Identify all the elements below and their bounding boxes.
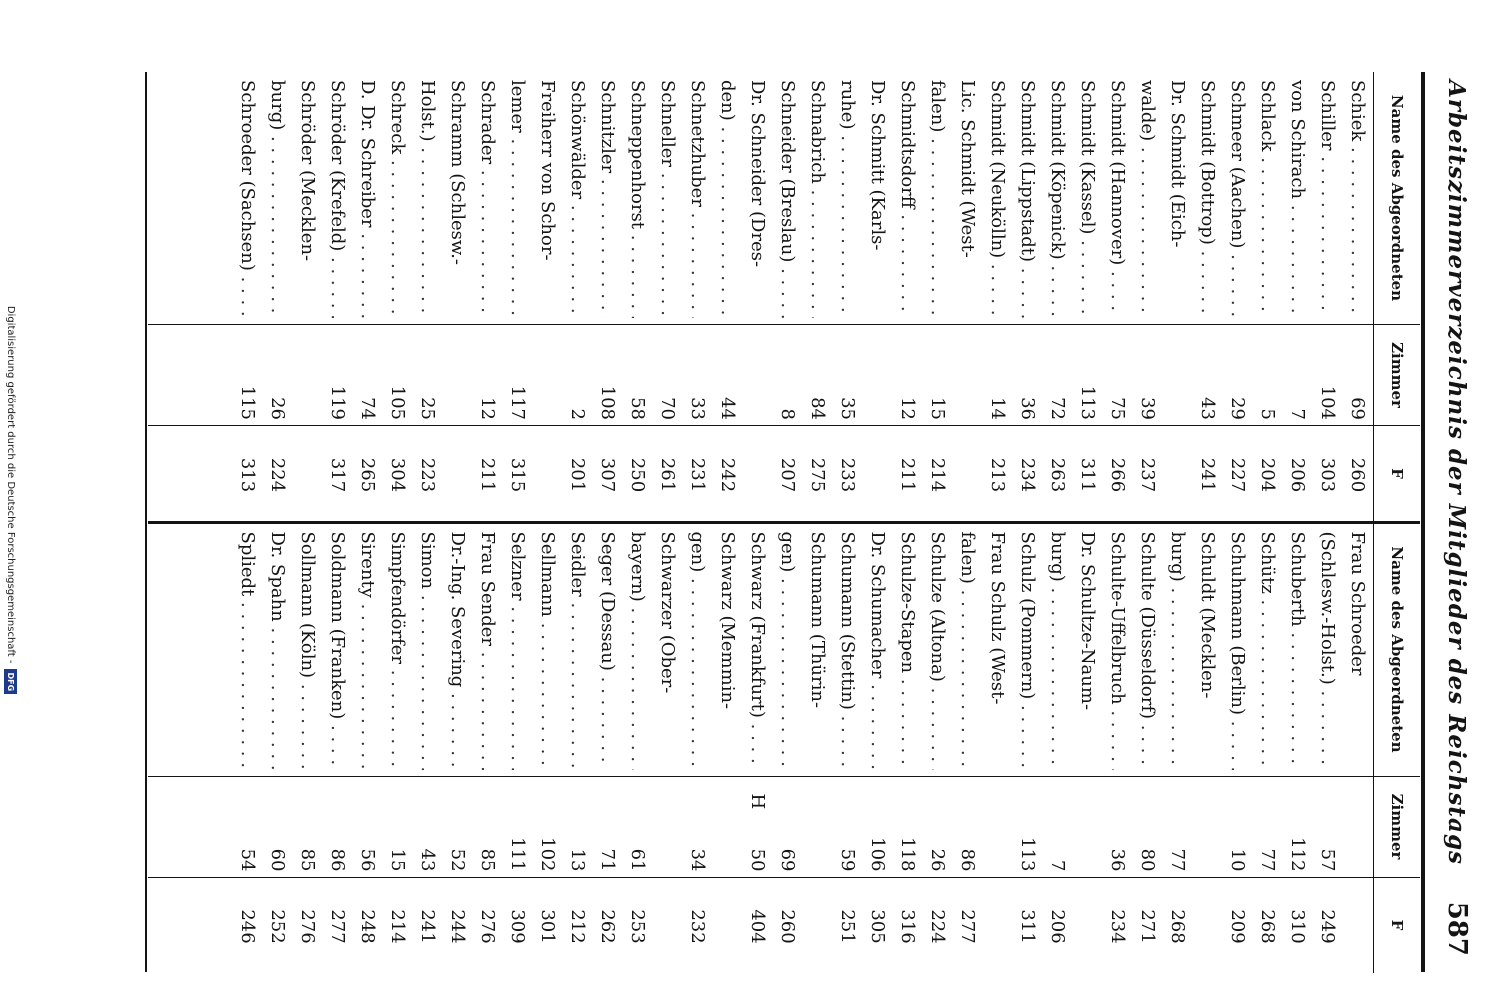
room-number: 29 bbox=[1227, 397, 1248, 420]
top-rule bbox=[1421, 72, 1425, 972]
phone-number: 223 bbox=[417, 457, 438, 493]
table-row bbox=[742, 72, 772, 521]
table-row bbox=[262, 72, 292, 521]
table-row bbox=[532, 72, 562, 521]
phone-number: 305 bbox=[867, 909, 888, 944]
phone-number: 249 bbox=[1317, 909, 1338, 944]
room-number: 113 bbox=[1077, 385, 1098, 420]
left-column-block bbox=[148, 72, 1420, 521]
table-row bbox=[292, 72, 322, 521]
room-number: 5 bbox=[1257, 408, 1278, 420]
member-name: ruhe) . . . bbox=[832, 80, 862, 318]
member-name: Schuhmann (Berlin) . . . bbox=[1222, 532, 1252, 770]
member-name: Schumann (Thürin- bbox=[807, 531, 828, 709]
table-row bbox=[742, 524, 772, 973]
table-row bbox=[622, 72, 652, 521]
member-name: burg) . . . bbox=[1042, 532, 1072, 770]
member-name: Schulte (Düsseldorf) . . . bbox=[1132, 532, 1162, 770]
table-row bbox=[502, 524, 532, 973]
member-name: Sollmann (Köln) . . . bbox=[292, 532, 322, 770]
member-name: Schrader . . . bbox=[472, 80, 502, 318]
member-name: Schmeer (Aachen) . . . bbox=[1222, 80, 1252, 318]
phone-number: 275 bbox=[807, 457, 828, 493]
member-name: walde) . . . bbox=[1132, 80, 1162, 318]
room-number: 106 bbox=[867, 837, 888, 872]
table-row bbox=[652, 72, 682, 521]
member-name: Schröder (Mecklen- bbox=[297, 80, 318, 262]
phone-number: 276 bbox=[477, 909, 498, 944]
member-name: Schmidt (Köpenick) . . . bbox=[1042, 80, 1072, 318]
member-name: Schiller . . . bbox=[1312, 80, 1342, 318]
phone-number: 250 bbox=[627, 457, 648, 493]
room-number: 115 bbox=[237, 385, 258, 420]
table-row bbox=[922, 524, 952, 973]
table-row bbox=[1012, 72, 1042, 521]
room-number: 59 bbox=[837, 848, 858, 872]
member-name: Schütz . . . bbox=[1252, 532, 1282, 770]
phone-number: 311 bbox=[1017, 909, 1038, 944]
room-number: 36 bbox=[1107, 848, 1128, 872]
member-name: D. Dr. Schreiber . . . bbox=[352, 80, 382, 318]
room-number: 111 bbox=[507, 837, 528, 872]
table-row bbox=[712, 72, 742, 521]
member-name: Sellmann . . . bbox=[532, 532, 562, 770]
phone-number: 316 bbox=[897, 909, 918, 944]
member-name: burg) . . . bbox=[1162, 532, 1192, 770]
table-row bbox=[1312, 524, 1342, 973]
table-row bbox=[1342, 524, 1372, 973]
digitization-text: Digitalisierung gefördert durch die Deutsche Forschungsgemeinschaft - bbox=[5, 305, 17, 664]
member-name: Frau Sender . . . bbox=[472, 532, 502, 770]
table-row bbox=[322, 524, 352, 973]
member-name: Schuldt (Mecklen- bbox=[1197, 531, 1218, 699]
name-column-header: Name des Abgeordneten bbox=[1388, 94, 1406, 302]
phone-number: 224 bbox=[927, 909, 948, 944]
member-name: Holst.) . . . bbox=[412, 80, 442, 318]
member-name: Schnabrich . . . bbox=[802, 80, 832, 318]
phone-number: 307 bbox=[597, 457, 618, 493]
table-row bbox=[922, 72, 952, 521]
directory-table bbox=[148, 72, 1420, 972]
phone-number: 263 bbox=[1047, 457, 1068, 493]
table-row bbox=[982, 524, 1012, 973]
table-row bbox=[682, 524, 712, 973]
phone-number: 224 bbox=[267, 457, 288, 493]
phone-number: 241 bbox=[1197, 457, 1218, 493]
member-name: falen) . . . bbox=[922, 80, 952, 318]
table-row bbox=[232, 72, 262, 521]
member-name: Schönwälder . . . bbox=[562, 80, 592, 318]
member-name: Freiherr von Schor- bbox=[537, 80, 558, 261]
member-name: Schmidt (Bottrop) . . . bbox=[1192, 80, 1222, 318]
table-row bbox=[712, 524, 742, 973]
table-row bbox=[862, 72, 892, 521]
table-row bbox=[652, 524, 682, 973]
phone-number: 276 bbox=[297, 909, 318, 944]
table-row bbox=[1162, 524, 1192, 973]
table-row bbox=[1222, 524, 1252, 973]
table-row bbox=[1132, 72, 1162, 521]
room-number: 102 bbox=[537, 837, 558, 872]
member-name: Schulze (Altona) . . . bbox=[922, 532, 952, 770]
phone-number: 241 bbox=[417, 909, 438, 944]
table-row bbox=[292, 524, 322, 973]
phone-number: 271 bbox=[1137, 909, 1158, 944]
room-number: 86 bbox=[957, 848, 978, 872]
table-row bbox=[862, 524, 892, 973]
room-number: 13 bbox=[567, 848, 588, 872]
room-number: 7 bbox=[1287, 408, 1308, 420]
room-number: 117 bbox=[507, 385, 528, 420]
table-row bbox=[532, 524, 562, 973]
member-name: Schulze-Stapen . . . bbox=[892, 532, 922, 770]
room-number: 2 bbox=[567, 408, 588, 420]
member-name: Lic. Schmidt (West- bbox=[957, 80, 978, 258]
member-name: Seidler . . . bbox=[562, 532, 592, 770]
phone-number: 201 bbox=[567, 457, 588, 493]
phone-number: 227 bbox=[1227, 457, 1248, 493]
phone-number: 206 bbox=[1047, 909, 1068, 944]
table-row bbox=[1282, 524, 1312, 973]
table-row bbox=[322, 72, 352, 521]
phone-number: 234 bbox=[1017, 457, 1038, 493]
table-row bbox=[772, 524, 802, 973]
table-row bbox=[592, 72, 622, 521]
note-mark: H bbox=[747, 793, 768, 810]
f-column-header: F bbox=[1388, 468, 1406, 479]
room-number: 10 bbox=[1227, 848, 1248, 872]
dfg-logo: DFG bbox=[5, 669, 18, 694]
phone-number: 265 bbox=[357, 457, 378, 493]
table-row bbox=[832, 72, 862, 521]
room-number: 108 bbox=[597, 385, 618, 420]
table-row bbox=[1012, 524, 1042, 973]
table-row bbox=[952, 72, 982, 521]
phone-number: 252 bbox=[267, 909, 288, 944]
member-name: Schiek . . . bbox=[1342, 80, 1372, 318]
table-row bbox=[1312, 72, 1342, 521]
member-name: Frau Schulz (West- bbox=[987, 531, 1008, 705]
table-row bbox=[1072, 524, 1102, 973]
room-number: 33 bbox=[687, 397, 708, 420]
room-number: 77 bbox=[1167, 848, 1188, 872]
f-column-header: F bbox=[1388, 919, 1406, 931]
phone-number: 304 bbox=[387, 457, 408, 493]
member-name: Schramm (Schlesw.- bbox=[447, 80, 468, 265]
table-row bbox=[952, 524, 982, 973]
phone-number: 268 bbox=[1167, 909, 1188, 944]
member-name: Schumann (Stettin) . . . bbox=[832, 532, 862, 770]
phone-number: 232 bbox=[687, 909, 708, 944]
member-name: Schröder (Krefeld) . . . bbox=[322, 80, 352, 318]
member-name: von Schirach . . . bbox=[1282, 80, 1312, 318]
room-number: 105 bbox=[387, 385, 408, 420]
member-name: Schlack . . . bbox=[1252, 80, 1282, 318]
table-row bbox=[382, 72, 412, 521]
table-row bbox=[1282, 72, 1312, 521]
table-row bbox=[472, 72, 502, 521]
phone-number: 268 bbox=[1257, 909, 1278, 944]
member-name: Schnetzhuber . . . bbox=[682, 80, 712, 318]
page-title: Arbeitszimmerverzeichnis der Mitglieder des Reichstags bbox=[1443, 80, 1471, 865]
room-number: 36 bbox=[1017, 397, 1038, 420]
phone-number: 301 bbox=[537, 909, 558, 944]
room-number: 12 bbox=[477, 397, 498, 420]
member-name: Schnitzler . . . bbox=[592, 80, 622, 318]
room-number: 25 bbox=[417, 397, 438, 420]
room-number: 75 bbox=[1107, 397, 1128, 420]
room-number: 69 bbox=[1347, 397, 1368, 420]
room-number: 72 bbox=[1047, 397, 1068, 420]
member-name: Sirenty . . . bbox=[352, 532, 382, 770]
phone-number: 209 bbox=[1227, 909, 1248, 944]
room-number: 57 bbox=[1317, 848, 1338, 872]
room-number: 58 bbox=[627, 397, 648, 420]
phone-number: 214 bbox=[927, 457, 948, 493]
room-number: 77 bbox=[1257, 848, 1278, 872]
room-number: 80 bbox=[1137, 848, 1158, 872]
table-row bbox=[1042, 524, 1072, 973]
room-number: 56 bbox=[357, 848, 378, 872]
member-name: (Schlesw.-Holst.) . . . bbox=[1312, 532, 1342, 770]
phone-number: 214 bbox=[387, 909, 408, 944]
room-number: 26 bbox=[927, 848, 948, 872]
room-number: 60 bbox=[267, 848, 288, 872]
phone-number: 315 bbox=[507, 457, 528, 493]
member-name: Dr.-Ing. Severing . . . bbox=[442, 532, 472, 770]
member-name: falen) . . . bbox=[952, 532, 982, 770]
member-name: Schwarzer (Ober- bbox=[657, 531, 678, 694]
table-row bbox=[352, 524, 382, 973]
table-row bbox=[352, 72, 382, 521]
member-name: Simpfendörfer . . . bbox=[382, 532, 412, 770]
member-name: burg) . . . bbox=[262, 80, 292, 318]
member-name: gen) . . . bbox=[772, 532, 802, 770]
room-number: 43 bbox=[417, 848, 438, 872]
member-name: Schreck . . . bbox=[382, 80, 412, 318]
member-name: Schneppenhorst . . . bbox=[622, 80, 652, 318]
member-name: Schmidt (Neukölln) . . . bbox=[982, 80, 1012, 318]
table-row bbox=[1222, 72, 1252, 521]
table-row bbox=[592, 524, 622, 973]
member-name: Schneider (Breslau) . . . bbox=[772, 80, 802, 318]
member-name: Spliedt . . . bbox=[232, 532, 262, 770]
phone-number: 211 bbox=[897, 457, 918, 493]
room-number: 44 bbox=[717, 397, 738, 420]
phone-number: 310 bbox=[1287, 909, 1308, 944]
room-number: 119 bbox=[327, 385, 348, 420]
member-name: Seger (Dessau) . . . bbox=[592, 532, 622, 770]
member-name: Schuberth . . . bbox=[1282, 532, 1312, 770]
table-row bbox=[472, 524, 502, 973]
phone-number: 248 bbox=[357, 909, 378, 944]
room-number: 15 bbox=[387, 848, 408, 872]
room-number: 69 bbox=[777, 848, 798, 872]
phone-number: 246 bbox=[237, 909, 258, 944]
phone-number: 242 bbox=[717, 457, 738, 493]
room-number: 85 bbox=[477, 848, 498, 872]
table-row bbox=[1252, 72, 1282, 521]
table-row bbox=[1252, 524, 1282, 973]
phone-number: 237 bbox=[1137, 457, 1158, 493]
room-number: 26 bbox=[267, 397, 288, 420]
member-name: Dr. Schultze-Naum- bbox=[1077, 531, 1098, 711]
table-row bbox=[1042, 72, 1072, 521]
table-row bbox=[1072, 72, 1102, 521]
room-number: 12 bbox=[897, 397, 918, 420]
member-name: Schmidt (Lippstadt) . . . bbox=[1012, 80, 1042, 318]
phone-number: 233 bbox=[837, 457, 858, 493]
room-number: 70 bbox=[657, 397, 678, 420]
table-row bbox=[772, 72, 802, 521]
zimmer-column-header: Zimmer bbox=[1388, 342, 1406, 408]
phone-number: 244 bbox=[447, 909, 468, 944]
member-name: Schmidt (Hannover) . . . bbox=[1102, 80, 1132, 318]
room-number: 14 bbox=[987, 397, 1008, 420]
table-row bbox=[892, 72, 922, 521]
member-name: Schulte-Uffelbruch . . . bbox=[1102, 532, 1132, 770]
member-name: Dr. Spahn . . . bbox=[262, 532, 292, 770]
member-name: Schmidtsdorff . . . bbox=[892, 80, 922, 318]
member-name: Schwarz (Memmin- bbox=[717, 531, 738, 710]
phone-number: 251 bbox=[837, 909, 858, 944]
table-row bbox=[1102, 524, 1132, 973]
member-name: Dr. Schmidt (Eich- bbox=[1167, 80, 1188, 248]
phone-number: 213 bbox=[987, 457, 1008, 493]
table-row bbox=[892, 524, 922, 973]
table-row bbox=[1192, 524, 1222, 973]
member-name: Schulz (Pommern) . . . bbox=[1012, 532, 1042, 770]
phone-number: 262 bbox=[597, 909, 618, 944]
table-row bbox=[832, 524, 862, 973]
phone-number: 204 bbox=[1257, 457, 1278, 493]
table-row bbox=[982, 72, 1012, 521]
room-number: 71 bbox=[597, 848, 618, 872]
phone-number: 277 bbox=[957, 909, 978, 944]
table-row bbox=[1132, 524, 1162, 973]
room-number: 50 bbox=[747, 848, 768, 872]
room-number: 43 bbox=[1197, 397, 1218, 420]
digitization-note bbox=[2, 0, 20, 1000]
table-row bbox=[442, 524, 472, 973]
room-number: 118 bbox=[897, 837, 918, 872]
header-rule bbox=[1373, 524, 1374, 973]
phone-number: 317 bbox=[327, 457, 348, 493]
bottom-rule bbox=[145, 72, 147, 972]
member-name: gen) . . . bbox=[682, 532, 712, 770]
member-name: Schwarz (Frankfurt) . . . bbox=[742, 532, 772, 770]
phone-number: 261 bbox=[657, 457, 678, 493]
phone-number: 313 bbox=[237, 457, 258, 493]
table-row bbox=[802, 72, 832, 521]
room-number: 113 bbox=[1017, 837, 1038, 872]
phone-number: 253 bbox=[627, 909, 648, 944]
phone-number: 311 bbox=[1077, 457, 1098, 493]
room-number: 34 bbox=[687, 848, 708, 872]
phone-number: 206 bbox=[1287, 457, 1308, 493]
right-column-block bbox=[148, 524, 1420, 973]
member-name: Dr. Schumacher . . . bbox=[862, 532, 892, 770]
room-number: 104 bbox=[1317, 385, 1338, 420]
room-number: 84 bbox=[807, 397, 828, 420]
member-name: Selzner . . . bbox=[502, 532, 532, 770]
room-number: 35 bbox=[837, 397, 858, 420]
room-number: 54 bbox=[237, 848, 258, 872]
table-row bbox=[232, 524, 262, 973]
phone-number: 260 bbox=[777, 909, 798, 944]
room-number: 74 bbox=[357, 397, 378, 420]
room-number: 39 bbox=[1137, 397, 1158, 420]
phone-number: 277 bbox=[327, 909, 348, 944]
table-row bbox=[442, 72, 472, 521]
phone-number: 211 bbox=[477, 457, 498, 493]
phone-number: 260 bbox=[1347, 457, 1368, 493]
table-row bbox=[1342, 72, 1372, 521]
phone-number: 212 bbox=[567, 909, 588, 944]
table-row bbox=[562, 524, 592, 973]
table-row bbox=[622, 524, 652, 973]
member-name: Simon . . . bbox=[412, 532, 442, 770]
table-row bbox=[1192, 72, 1222, 521]
member-name: Dr. Schneider (Dres- bbox=[747, 80, 768, 268]
phone-number: 404 bbox=[747, 909, 768, 944]
room-number: 61 bbox=[627, 848, 648, 872]
table-row bbox=[262, 524, 292, 973]
member-name: bayern) . . . bbox=[622, 532, 652, 770]
room-number: 15 bbox=[927, 397, 948, 420]
page-number: 587 bbox=[1442, 901, 1472, 956]
table-row bbox=[682, 72, 712, 521]
page-header bbox=[1424, 80, 1490, 956]
header-rule bbox=[1373, 72, 1374, 521]
room-number: 7 bbox=[1047, 860, 1068, 872]
table-row bbox=[802, 524, 832, 973]
phone-number: 303 bbox=[1317, 457, 1338, 493]
right-rows bbox=[232, 524, 1372, 973]
member-name: Dr. Schmitt (Karls- bbox=[867, 80, 888, 251]
member-name: den) . . . bbox=[712, 80, 742, 318]
room-number: 86 bbox=[327, 848, 348, 872]
zimmer-column-header: Zimmer bbox=[1388, 793, 1406, 860]
member-name: Schneller . . . bbox=[652, 80, 682, 318]
table-row bbox=[502, 72, 532, 521]
member-name: Soldmann (Franken) . . . bbox=[322, 532, 352, 770]
member-name: Frau Schroeder bbox=[1347, 531, 1368, 676]
phone-number: 266 bbox=[1107, 457, 1128, 493]
member-name: Schmidt (Kassel) . . . bbox=[1072, 80, 1102, 318]
phone-number: 207 bbox=[777, 457, 798, 493]
table-row bbox=[412, 72, 442, 521]
left-rows bbox=[232, 72, 1372, 521]
room-number: 112 bbox=[1287, 837, 1308, 872]
phone-number: 309 bbox=[507, 909, 528, 944]
name-column-header: Name des Abgeordneten bbox=[1388, 546, 1406, 753]
room-number: 8 bbox=[777, 408, 798, 420]
phone-number: 234 bbox=[1107, 909, 1128, 944]
table-row bbox=[382, 524, 412, 973]
table-row bbox=[1162, 72, 1192, 521]
member-name: lemer . . . bbox=[502, 80, 532, 318]
table-row bbox=[412, 524, 442, 973]
room-number: 52 bbox=[447, 848, 468, 872]
table-row bbox=[562, 72, 592, 521]
phone-number: 231 bbox=[687, 457, 708, 493]
member-name: Schroeder (Sachsen) . . . bbox=[232, 80, 262, 318]
table-row bbox=[1102, 72, 1132, 521]
room-number: 85 bbox=[297, 848, 318, 872]
